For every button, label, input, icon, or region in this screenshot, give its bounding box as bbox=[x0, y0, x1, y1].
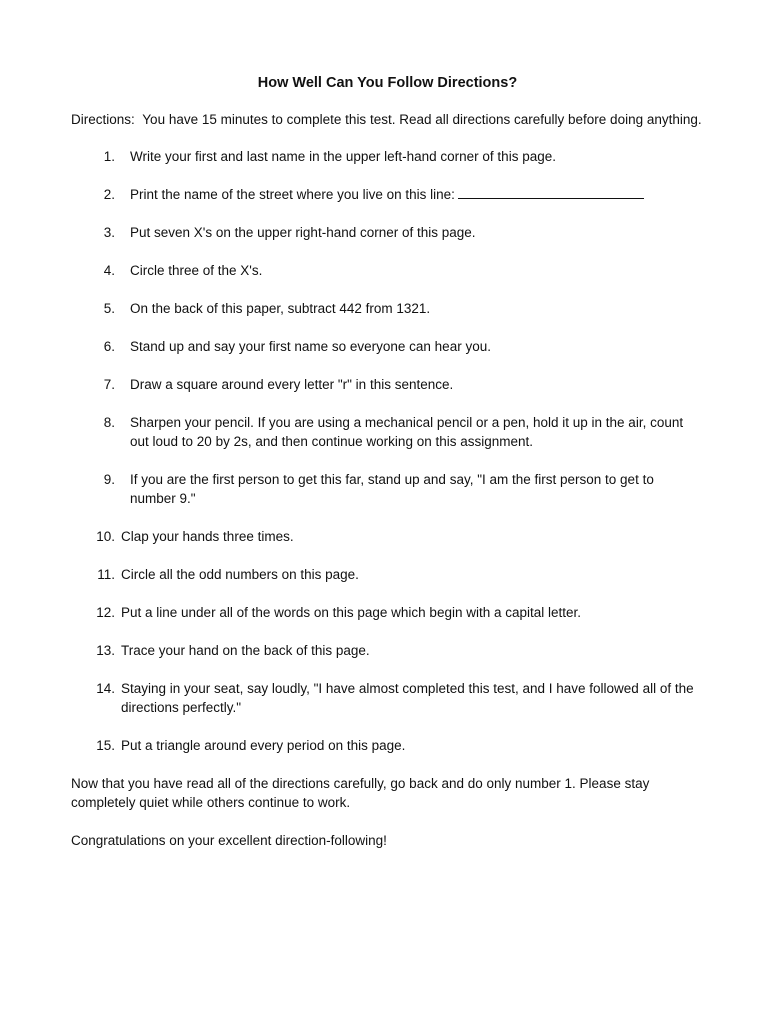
item-number: 15. bbox=[96, 738, 115, 753]
list-item-6 bbox=[71, 337, 708, 356]
item-text-wrap bbox=[116, 185, 705, 204]
list-item-7 bbox=[71, 375, 708, 394]
list-item-15 bbox=[71, 736, 708, 755]
item-text: Write your first and last name in the upper left-hand corner of this page. bbox=[130, 149, 556, 164]
item-number: 12. bbox=[96, 605, 115, 620]
item-number: 3. bbox=[103, 225, 115, 240]
item-text: Circle all the odd numbers on this page. bbox=[121, 567, 359, 582]
list-item-2 bbox=[71, 185, 708, 204]
item-number: 10. bbox=[96, 529, 115, 544]
page-title: How Well Can You Follow Directions? bbox=[257, 75, 518, 91]
item-number: 8. bbox=[103, 415, 115, 430]
directions-paragraph bbox=[71, 110, 708, 129]
item-text: Trace your hand on the back of this page. bbox=[121, 643, 370, 658]
item-text: Draw a square around every letter "r" in this sentence. bbox=[130, 377, 454, 392]
list-item-12 bbox=[71, 603, 708, 622]
closing-instruction: Now that you have read all of the directions carefully, go back and do only number 1. Please stay completely quiet while others continue to work. bbox=[71, 776, 650, 810]
list-item-10 bbox=[71, 527, 708, 546]
list-item-11 bbox=[71, 565, 708, 584]
list-item-3 bbox=[71, 223, 708, 242]
item-number: 5. bbox=[103, 301, 115, 316]
item-number: 4. bbox=[103, 263, 115, 278]
item-text: On the back of this paper, subtract 442 from 1321. bbox=[130, 301, 431, 316]
list-item-9 bbox=[71, 470, 708, 508]
street-blank-line bbox=[458, 186, 644, 199]
item-number: 6. bbox=[103, 339, 115, 354]
list-item-1 bbox=[71, 147, 708, 166]
directions-list bbox=[71, 147, 708, 755]
item-text: Put a triangle around every period on this page. bbox=[121, 738, 406, 753]
item-text: Put seven X's on the upper right-hand corner of this page. bbox=[130, 225, 476, 240]
item-number: 2. bbox=[103, 187, 115, 202]
item-text: Staying in your seat, say loudly, "I have almost completed this test, and I have followed all of the directions perfectly." bbox=[121, 681, 694, 715]
list-item-4 bbox=[71, 261, 708, 280]
list-item-8 bbox=[71, 413, 708, 451]
item-number: 1. bbox=[103, 149, 115, 164]
item-text: Print the name of the street where you live on this line: bbox=[130, 187, 455, 202]
item-text: If you are the first person to get this far, stand up and say, "I am the first person to get to number 9." bbox=[130, 472, 654, 506]
item-text: Put a line under all of the words on this page which begin with a capital letter. bbox=[121, 605, 582, 620]
item-number: 13. bbox=[96, 643, 115, 658]
closing-congratulations: Congratulations on your excellent direction-following! bbox=[71, 833, 387, 848]
list-item-5 bbox=[71, 299, 708, 318]
item-text: Circle three of the X's. bbox=[130, 263, 263, 278]
list-item-13 bbox=[71, 641, 708, 660]
item-text: Sharpen your pencil. If you are using a mechanical pencil or a pen, hold it up in the air, count out loud to 20 by 2s, and then continue working on this assignment. bbox=[130, 415, 684, 449]
item-number: 11. bbox=[97, 567, 115, 582]
item-number: 14. bbox=[96, 681, 115, 696]
directions-label: Directions: bbox=[71, 112, 135, 127]
item-number: 7. bbox=[103, 377, 115, 392]
list-item-14 bbox=[71, 679, 708, 717]
item-number: 9. bbox=[103, 472, 115, 487]
directions-text: You have 15 minutes to complete this test. Read all directions carefully before doing anything. bbox=[142, 112, 702, 127]
item-text: Clap your hands three times. bbox=[121, 529, 294, 544]
item-text: Stand up and say your first name so everyone can hear you. bbox=[130, 339, 491, 354]
closing-section bbox=[71, 774, 708, 850]
